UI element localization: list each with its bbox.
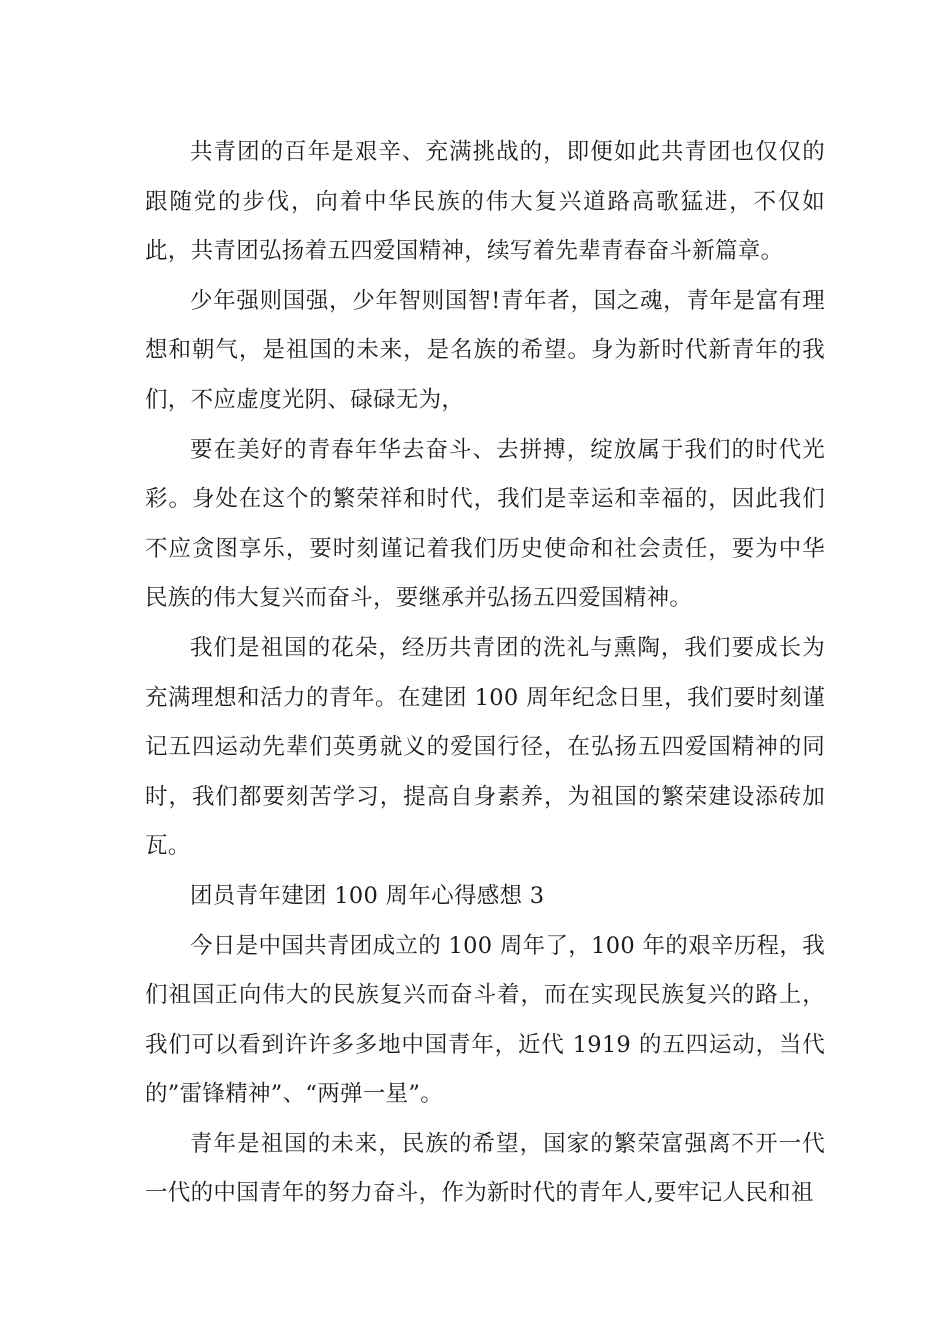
paragraph-5: 今日是中国共青团成立的 100 周年了，100 年的艰辛历程，我们祖国正向伟大的民族复兴而奋斗着，而在实现民族复兴的路上，我们可以看到许许多多地中国青年，近代 1919 的五四运动，当代的”雷锋精神”、“两弹一星”。 <box>145 932 825 1108</box>
section-heading: 团员青年建团 100 周年心得感想 3 <box>190 882 545 909</box>
paragraph-3: 要在美好的青春年华去奋斗、去拼搏，绽放属于我们的时代光彩。身处在这个的繁荣祥和时代，我们是幸运和幸福的，因此我们不应贪图享乐，要时刻谨记着我们历史使命和社会责任，要为中华民族的伟大复兴而奋斗，要继承并弘扬五四爱国精神。 <box>145 436 825 612</box>
document-body <box>145 128 825 1219</box>
paragraph-1: 共青团的百年是艰辛、充满挑战的，即便如此共青团也仅仅的跟随党的步伐，向着中华民族的伟大复兴道路高歌猛进，不仅如此，共青团弘扬着五四爱国精神，续写着先辈青春奋斗新篇章。 <box>145 139 825 265</box>
paragraph-4: 我们是祖国的花朵，经历共青团的洗礼与熏陶，我们要成长为充满理想和活力的青年。在建团 100 周年纪念日里，我们要时刻谨记五四运动先辈们英勇就义的爱国行径，在弘扬五四爱国精神的同时，我们都要刻苦学习，提高自身素养，为祖国的繁荣建设添砖加瓦。 <box>145 634 825 860</box>
paragraph-2: 少年强则国强，少年智则国智!青年者，国之魂，青年是富有理想和朝气，是祖国的未来，是名族的希望。身为新时代新青年的我们，不应虚度光阴、碌碌无为， <box>145 287 825 413</box>
paragraph-6: 青年是祖国的未来，民族的希望，国家的繁荣富强离不开一代一代的中国青年的努力奋斗，作为新时代的青年人,要牢记人民和祖 <box>145 1130 825 1207</box>
